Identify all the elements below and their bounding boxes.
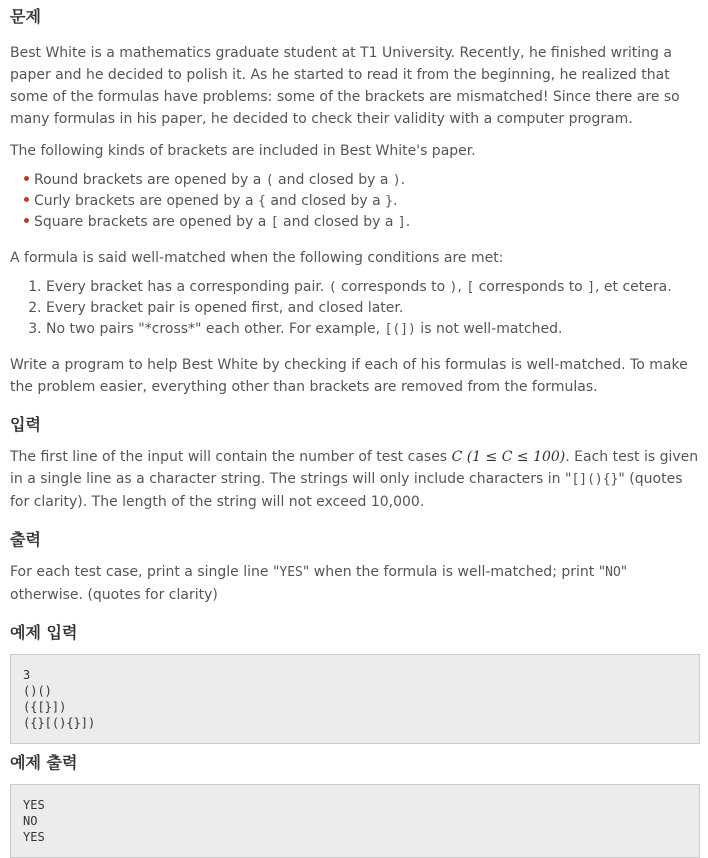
sample-input-box[interactable]: 3 ()() ({[}]) ({}[(){}]) (10, 654, 700, 744)
sample-input-heading: 예제 입력 (10, 623, 78, 642)
problem-intro: Best White is a mathematics graduate student at T1 University. Recently, he finished writing a paper and he decided to polish it. As he started to read it from the beginning, he realized that some of the formulas have problems: some of the brackets are mismatched! Since there are so many formulas in his paper, he decided to check their validity with a computer program. (10, 45, 680, 127)
conditions-intro: A formula is said well-matched when the following conditions are met: (10, 250, 504, 266)
input-heading: 입력 (10, 415, 41, 434)
input-description: The first line of the input will contain the number of test cases C (1 ≤ C ≤ 100). Each test is given in a single line as a character string. The strings will only include characters in "[](){}" (quotes for clarity). The length of the string will not exceed 10,000. (10, 449, 699, 510)
list-item: 3. No two pairs "*cross*" each other. For example, [(]) is not well-matched. (46, 319, 700, 340)
problem-closing: Write a program to help Best White by checking if each of his formulas is well-matched. To make the problem easier, everything other than brackets are removed from the formulas. (10, 357, 688, 395)
input-math: C (1 ≤ C ≤ 100) (451, 449, 566, 465)
problem-heading: 문제 (10, 7, 41, 26)
list-item: Square brackets are opened by a [ and closed by a ]. (24, 212, 700, 233)
sample-output-heading: 예제 출력 (10, 753, 78, 772)
bracket-kinds-intro: The following kinds of brackets are included in Best White's paper. (10, 143, 476, 159)
list-item: Round brackets are opened by a ( and closed by a ). (24, 170, 700, 191)
list-item: 2. Every bracket pair is opened first, and closed later. (46, 298, 700, 319)
output-description: For each test case, print a single line "YES" when the formula is well-matched; print "NO" otherwise. (quotes for clarity) (10, 564, 628, 603)
sample-output-box[interactable]: YES NO YES (10, 784, 700, 858)
conditions-list (10, 277, 700, 340)
list-item: 1. Every bracket has a corresponding pair. ( corresponds to ), [ corresponds to ], et cetera. (46, 277, 700, 298)
list-item: Curly brackets are opened by a { and closed by a }. (24, 191, 700, 212)
bracket-kinds-list (10, 170, 700, 233)
output-heading: 출력 (10, 530, 41, 549)
